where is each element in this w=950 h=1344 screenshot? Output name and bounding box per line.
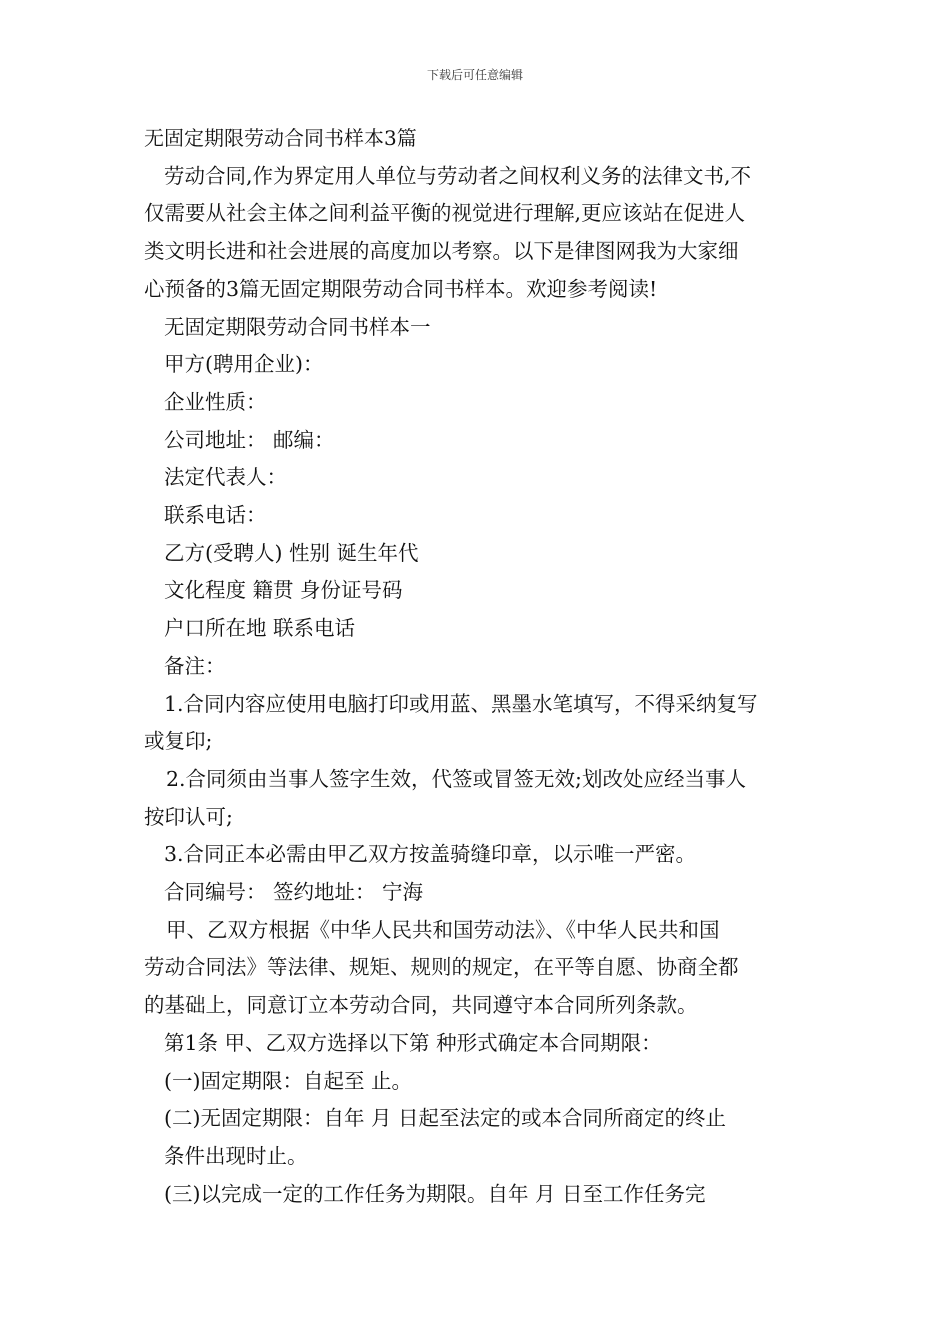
section-heading: 无固定期限劳动合同书样本一 — [164, 314, 431, 339]
preamble-line-3: 的基础上，同意订立本劳动合同，共同遵守本合同所列条款。 — [144, 993, 698, 1018]
note-3: 3.合同正本必需由甲乙双方按盖骑缝印章，以示唯一严密。 — [164, 842, 697, 867]
legal-rep-field: 法定代表人： — [164, 465, 287, 490]
document-title: 无固定期限劳动合同书样本3篇 — [144, 126, 417, 150]
residence-field: 户口所在地 联系电话 — [164, 616, 356, 641]
phone-field: 联系电话： — [164, 503, 267, 528]
article-1: 第1条 甲、乙双方选择以下第 种形式确定本合同期限： — [164, 1030, 662, 1055]
party-b-field: 乙方(受聘人) 性别 诞生年代 — [164, 540, 419, 565]
notes-heading: 备注： — [164, 653, 226, 678]
note-2-line-2: 按印认可; — [144, 804, 233, 829]
party-a-field: 甲方(聘用企业)： — [164, 352, 324, 377]
document-body — [144, 120, 808, 1213]
term-option-3: (三)以完成一定的工作任务为期限。自年 月 日至工作任务完 — [164, 1181, 706, 1206]
intro-line-3: 类文明长进和社会进展的高度加以考察。以下是律图网我为大家细 — [144, 239, 739, 264]
enterprise-nature-field: 企业性质： — [164, 389, 267, 414]
note-1-line-2: 或复印; — [144, 729, 213, 754]
company-address-field: 公司地址： 邮编： — [164, 427, 335, 452]
education-field: 文化程度 籍贯 身份证号码 — [164, 578, 403, 603]
intro-line-4: 心预备的3篇无固定期限劳动合同书样本。欢迎参考阅读! — [144, 276, 658, 301]
preamble-line-2: 劳动合同法》等法律、规矩、规则的规定，在平等自愿、协商全都 — [144, 955, 739, 980]
page-header-note: 下载后可任意编辑 — [426, 68, 523, 82]
note-2-line-1: 2.合同须由当事人签字生效，代签或冒签无效;划改处应经当事人 — [166, 766, 746, 791]
contract-number-field: 合同编号： 签约地址： 宁海 — [164, 880, 424, 905]
intro-line-2: 仅需要从社会主体之间利益平衡的视觉进行理解,更应该站在促进人 — [144, 201, 746, 226]
intro-line-1: 劳动合同,作为界定用人单位与劳动者之间权利义务的法律文书,不 — [164, 163, 752, 188]
preamble-line-1: 甲、乙双方根据《中华人民共和国劳动法》、《中华人民共和国 — [166, 917, 720, 942]
term-option-1: (一)固定期限：自起至 止。 — [164, 1068, 413, 1093]
term-option-2-line-1: (二)无固定期限：自年 月 日起至法定的或本合同所商定的终止 — [164, 1106, 727, 1131]
term-option-2-line-2: 条件出现时止。 — [164, 1143, 308, 1168]
note-1-line-1: 1.合同内容应使用电脑打印或用蓝、黑墨水笔填写，不得采纳复写 — [164, 691, 758, 716]
